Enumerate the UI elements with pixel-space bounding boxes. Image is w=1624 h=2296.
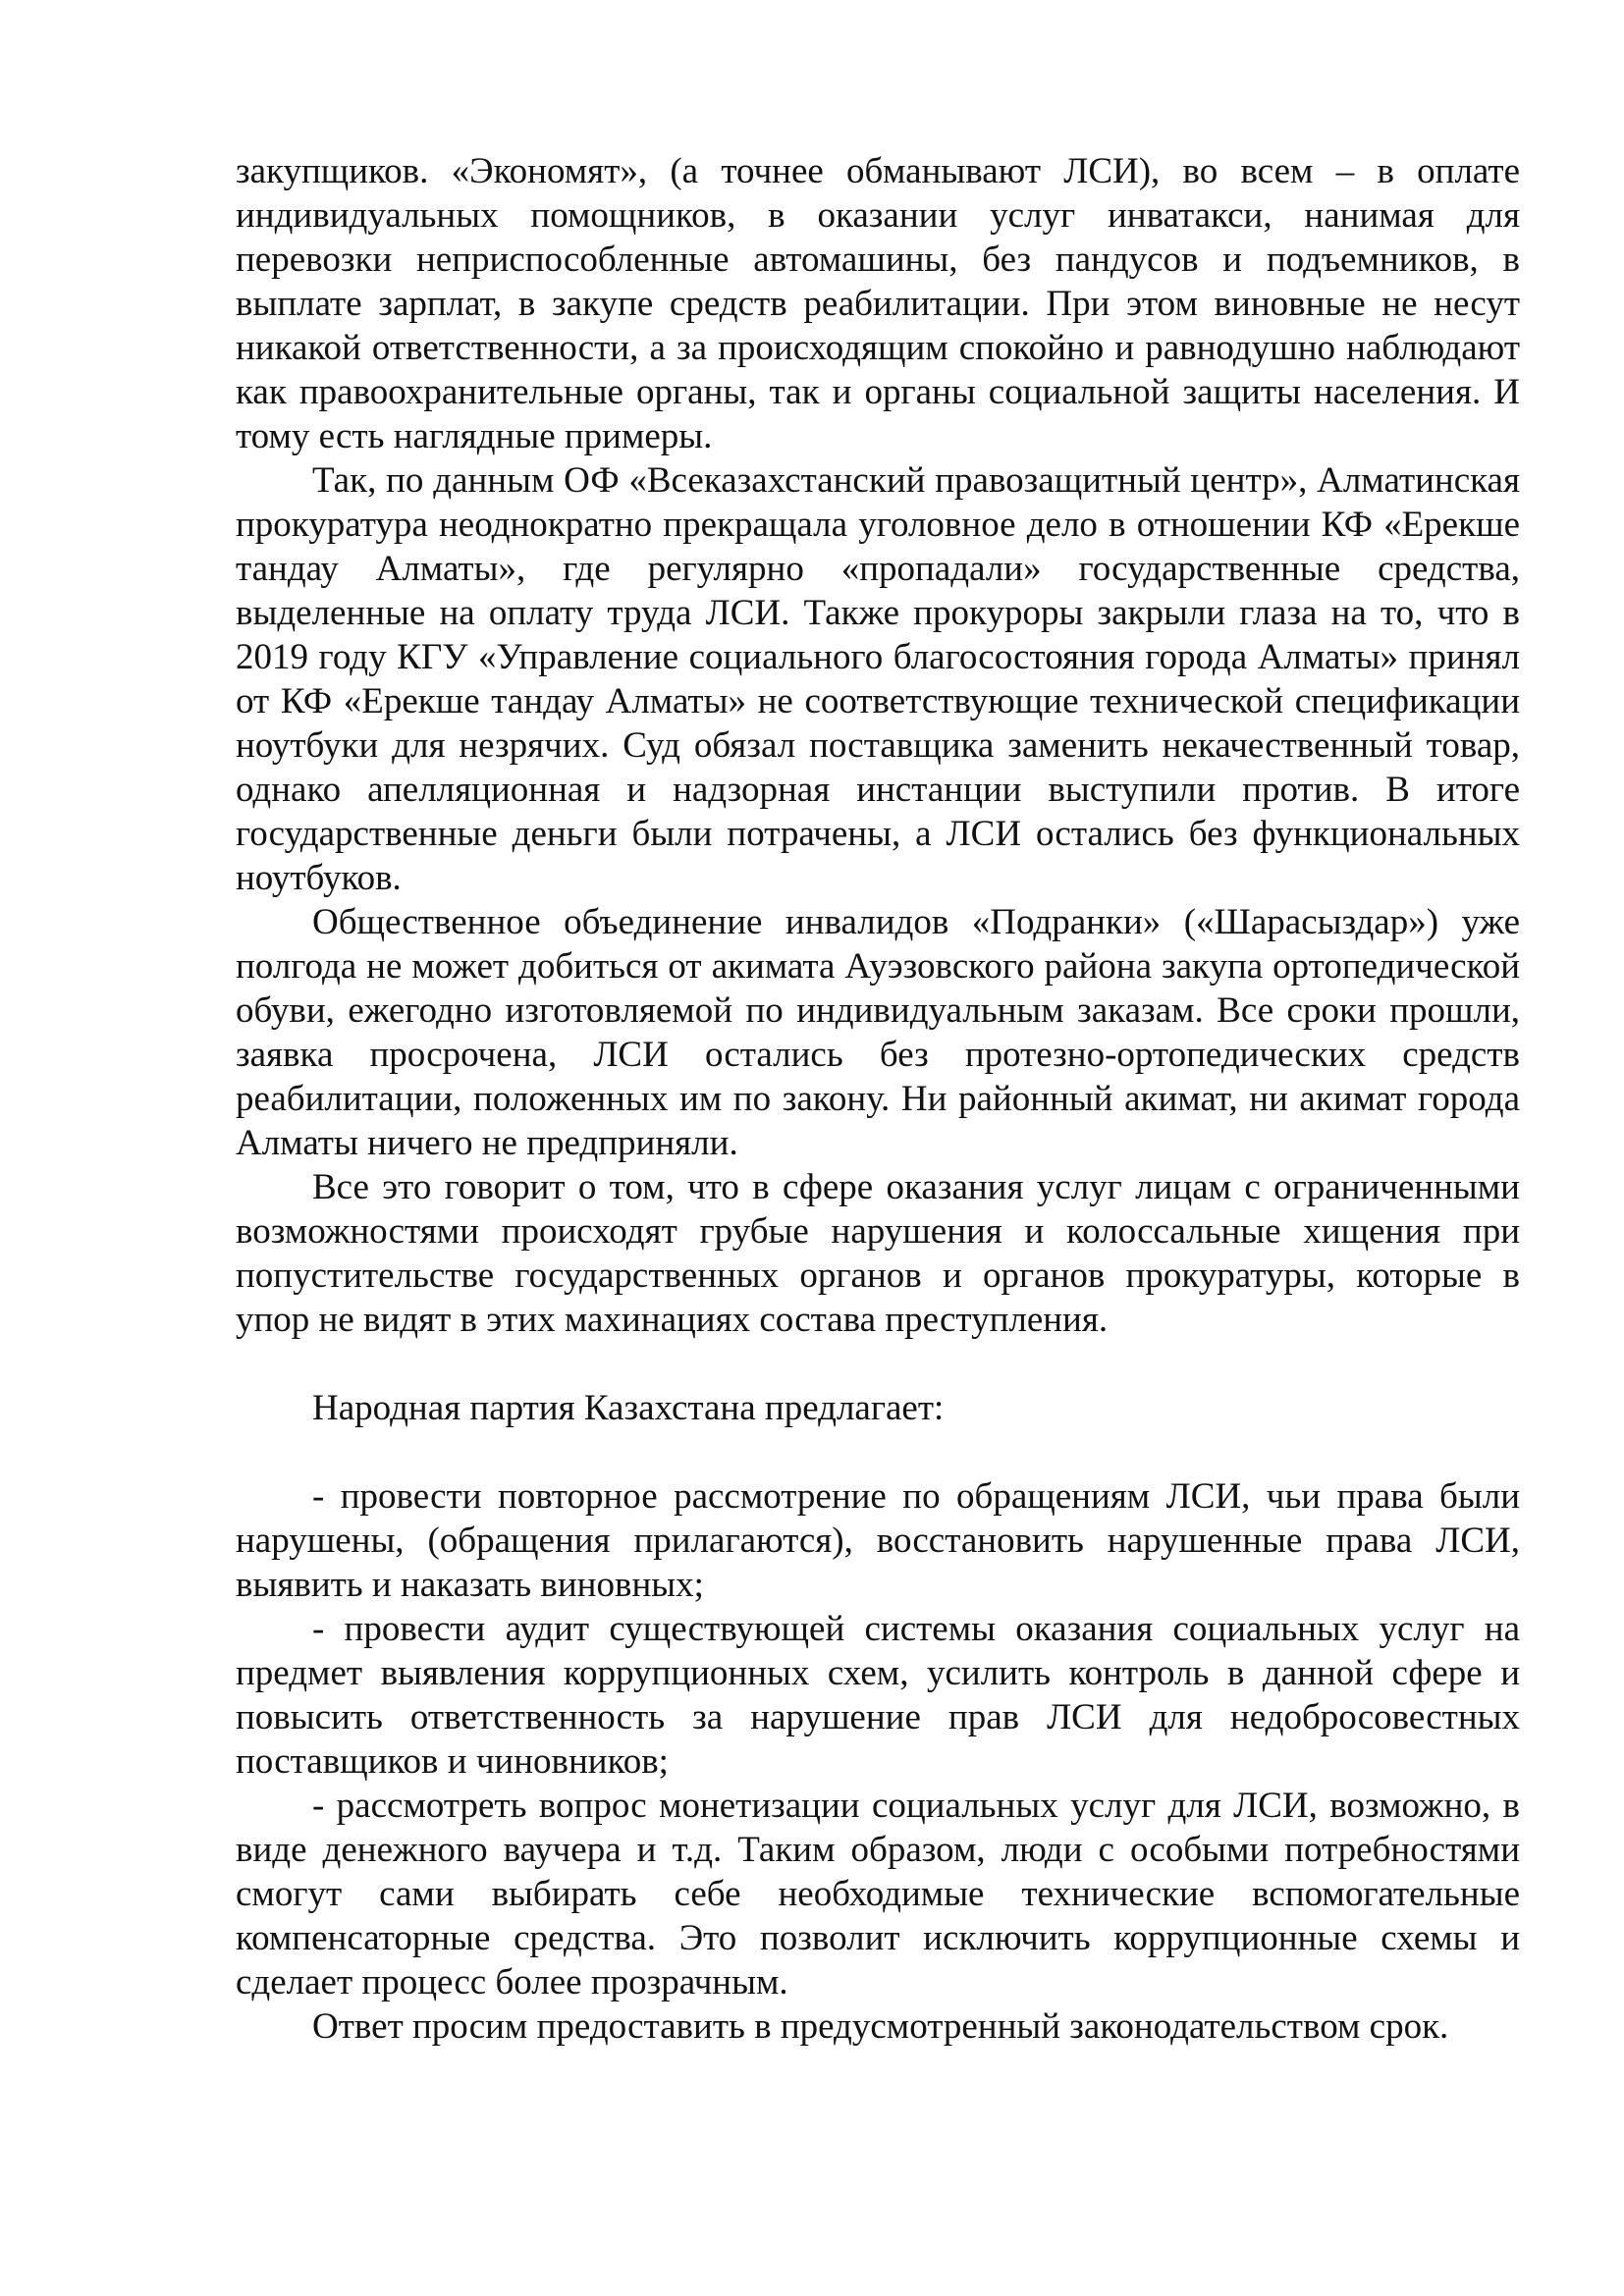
paragraph-response-request: Ответ просим предоставить в предусмотренный законодательством срок. [312, 2006, 1449, 2047]
document-page [236, 149, 1520, 2049]
paragraph-podranki: Общественное объединение инвалидов «Подранки» («Шарасыздар») уже полгода не может добиться от акимата Ауэзовского района закупа ортопедической обуви, ежегодно изготовляемой по индивидуальным заказам. Все сроки прошли, заявка просрочена, ЛСИ остались без протезно-ортопедических средств реабилитации, положенных им по закону. Ни районный акимат, ни акимат города Алматы ничего не предприняли. [236, 902, 1520, 1163]
paragraph-conclusion: Все это говорит о том, что в сфере оказания услуг лицам с ограниченными возможностями происходят грубые нарушения и колоссальные хищения при попустительстве государственных органов и органов прокуратуры, которые в упор не видят в этих махинациях состава преступления. [236, 1167, 1520, 1340]
paragraph-proposal-heading: Народная партия Казахстана предлагает: [312, 1388, 945, 1428]
paragraph-intro: закупщиков. «Экономят», (а точнее обманывают ЛСИ), во всем – в оплате индивидуальных помощников, в оказании услуг инватакси, нанимая для перевозки неприспособленные автомашины, без пандусов и подъемников, в выплате зарплат, в закупе средств реабилитации. При этом виновные не несут никакой ответственности, а за происходящим спокойно и равнодушно наблюдают как правоохранительные органы, так и органы социальной защиты населения. И тому есть наглядные примеры. [236, 151, 1520, 456]
proposal-item-audit: - провести аудит существующей системы оказания социальных услуг на предмет выявления коррупционных схем, усилить контроль в данной сфере и повысить ответственность за нарушение прав ЛСИ для недобросовестных поставщиков и чиновников; [236, 1609, 1520, 1782]
proposal-item-review: - провести повторное рассмотрение по обращениям ЛСИ, чьи права были нарушены, (обращения прилагаются), восстановить нарушенные права ЛСИ, выявить и наказать виновных; [236, 1476, 1520, 1605]
proposal-item-monetization: - рассмотреть вопрос монетизации социальных услуг для ЛСИ, возможно, в виде денежного ваучера и т.д. Таким образом, люди с особыми потребностями смогут сами выбирать себе необходимые технические вспомогательные компенсаторные средства. Это позволит исключить коррупционные схемы и сделает процесс более прозрачным. [236, 1786, 1520, 2002]
paragraph-prosecutor-case: Так, по данным ОФ «Всеказахстанский правозащитный центр», Алматинская прокуратура неоднократно прекращала уголовное дело в отношении КФ «Ерекше тандау Алматы», где регулярно «пропадали» государственные средства, выделенные на оплату труда ЛСИ. Также прокуроры закрыли глаза на то, что в 2019 году КГУ «Управление социального благосостояния города Алматы» принял от КФ «Ерекше тандау Алматы» не соответствующие технической спецификации ноутбуки для незрячих. Суд обязал поставщика заменить некачественный товар, однако апелляционная и надзорная инстанции выступили против. В итоге государственные деньги были потрачены, а ЛСИ остались без функциональных ноутбуков. [236, 460, 1520, 898]
